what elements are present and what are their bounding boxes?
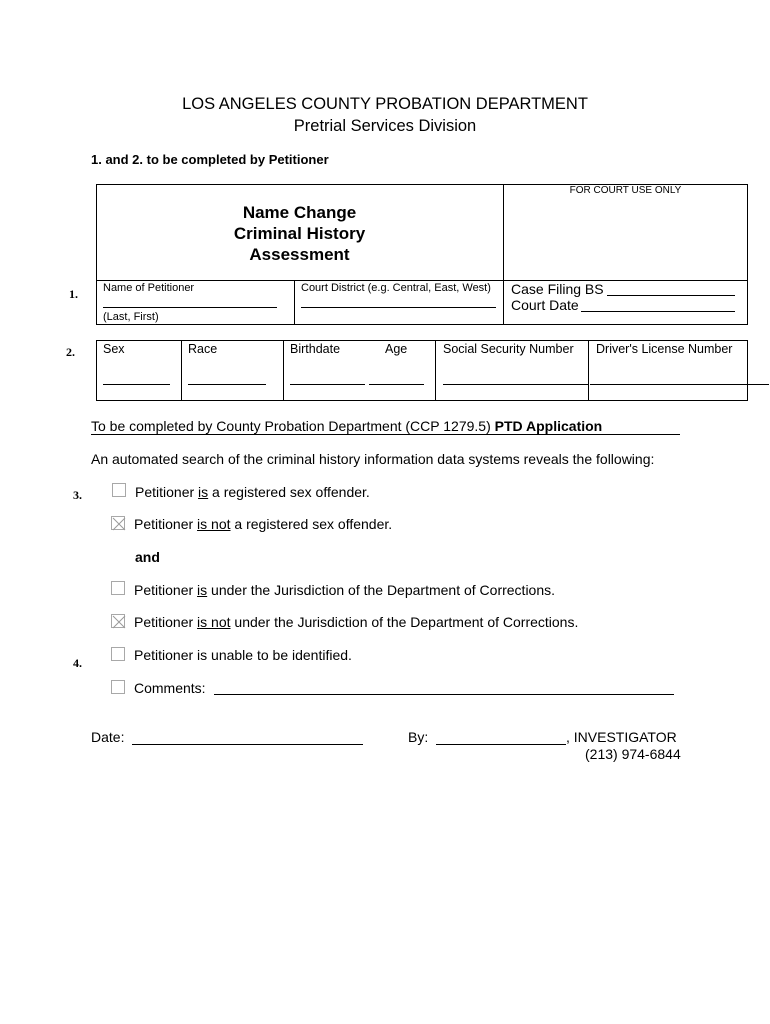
petitioner-instruction: 1. and 2. to be completed by Petitioner — [91, 152, 329, 167]
date-field[interactable] — [132, 744, 363, 745]
x-checkbox-icon[interactable] — [111, 614, 125, 628]
section-1-number: 1. — [69, 287, 78, 301]
investigator-signature-field[interactable] — [436, 744, 566, 745]
petitioner-name-label: Name of Petitioner — [103, 282, 195, 294]
comments-field[interactable] — [214, 694, 674, 695]
empty-checkbox-icon[interactable] — [111, 647, 125, 661]
court-date-field[interactable] — [581, 311, 735, 312]
section-3-number: 3. — [73, 488, 82, 502]
investigator-label: , INVESTIGATOR — [566, 729, 677, 745]
empty-checkbox-icon[interactable] — [112, 483, 126, 497]
court-date-label: Court Date — [511, 297, 579, 313]
x-checkbox-icon[interactable] — [111, 516, 125, 530]
by-label: By: — [408, 729, 429, 745]
and-label: and — [135, 549, 160, 565]
case-filing-field[interactable] — [607, 295, 735, 296]
phone-number: (213) 974-6844 — [585, 746, 681, 762]
birthdate-field[interactable] — [290, 384, 365, 385]
birthdate-label: Birthdate — [290, 342, 341, 356]
age-label: Age — [385, 342, 408, 356]
sex-field[interactable] — [103, 384, 170, 385]
race-label: Race — [188, 342, 218, 356]
section-4-number: 4. — [73, 656, 82, 670]
probation-intro-text: To be completed by County Probation Department (CCP 1279.5) — [91, 418, 495, 434]
division-title: Pretrial Services Division — [293, 117, 477, 135]
form-title-line2: Criminal History — [233, 224, 366, 243]
search-description: An automated search of the criminal history information data systems reveals the following: — [91, 451, 655, 467]
form-title-line1: Name Change — [242, 203, 357, 222]
corrections-is-not-option: Petitioner is not under the Jurisdiction of the Department of Corrections. — [134, 614, 579, 630]
sex-label: Sex — [103, 342, 125, 356]
ssn-field[interactable] — [443, 384, 588, 385]
petitioner-name-field[interactable] — [103, 307, 277, 308]
form-title-line3: Assessment — [249, 245, 350, 264]
corrections-is-option: Petitioner is under the Jurisdiction of the Department of Corrections. — [134, 582, 556, 598]
court-use-label: FOR COURT USE ONLY — [569, 185, 682, 196]
form-title — [96, 202, 503, 265]
ssn-label: Social Security Number — [443, 342, 574, 356]
date-label: Date: — [91, 729, 125, 745]
drivers-license-label: Driver's License Number — [596, 342, 733, 356]
petitioner-name-hint: (Last, First) — [103, 311, 159, 323]
sex-offender-is-not-option: Petitioner is not a registered sex offender. — [134, 516, 393, 532]
race-field[interactable] — [188, 384, 266, 385]
comments-label: Comments: — [134, 680, 206, 696]
sex-offender-is-option: Petitioner is a registered sex offender. — [135, 484, 370, 500]
court-district-field[interactable] — [301, 307, 496, 308]
unidentified-option: Petitioner is unable to be identified. — [134, 647, 352, 663]
probation-intro — [91, 418, 680, 435]
empty-checkbox-icon[interactable] — [111, 680, 125, 694]
section-2-number: 2. — [66, 345, 75, 359]
court-district-label: Court District (e.g. Central, East, West) — [301, 282, 491, 294]
department-title: LOS ANGELES COUNTY PROBATION DEPARTMENT — [182, 95, 588, 113]
ptd-application-label: PTD Application — [494, 418, 603, 434]
drivers-license-field[interactable] — [590, 384, 769, 385]
age-field[interactable] — [369, 384, 424, 385]
case-filing-label: Case Filing BS — [511, 281, 604, 297]
empty-checkbox-icon[interactable] — [111, 581, 125, 595]
